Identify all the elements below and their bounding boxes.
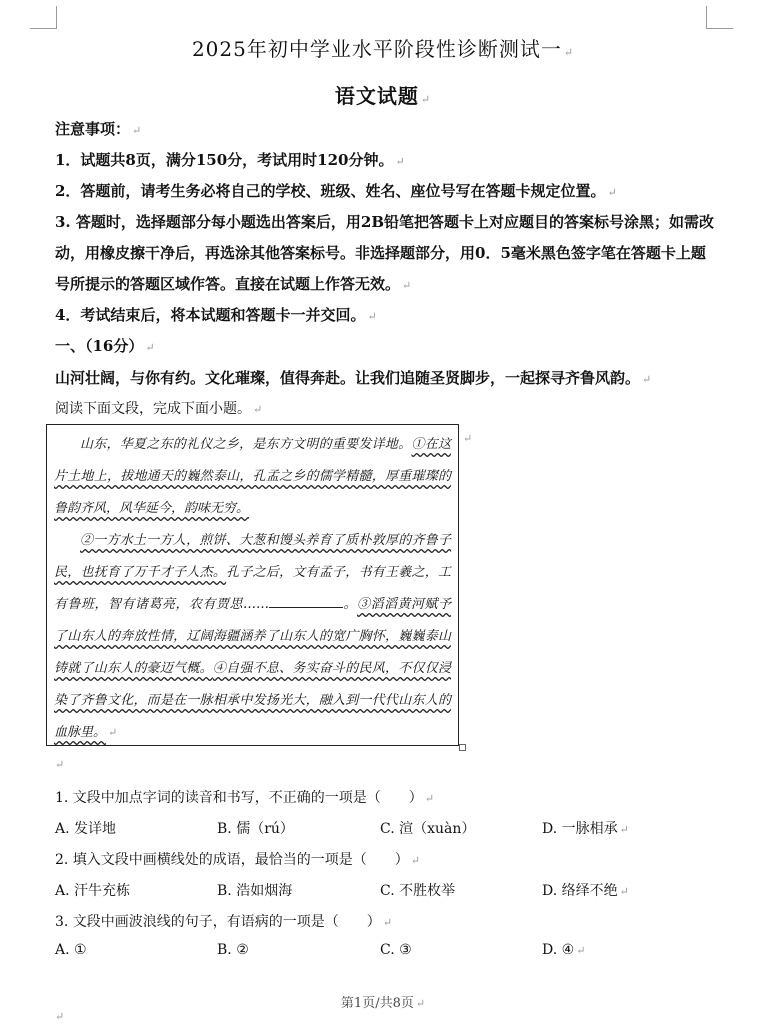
question-3-option-d[interactable]: D. ④ ↵ (542, 942, 586, 958)
question-1-option-c[interactable]: C. 渲（xuàn） (380, 821, 476, 837)
notice-item: 3. 答题时，选择题部分每小题选出答案后，用2B铅笔把答题卡上对应题目的答案标号涂黑；如需改动，用橡皮擦干净后，再选涂其他答案标号。非选择题部分，用0．5毫米黑色签字笔在答题卡上题号所提示的答题区域作答。直接在试题上作答无效。 ↵ (55, 213, 715, 293)
wavy-sentence-3: ③滔滔黄河赋予了山东人的奔放性情，辽阔海疆涵养了山东人的宽广胸怀，巍巍泰山铸就了山东人的豪迈气概。 (54, 597, 451, 676)
notice-item: 1．试题共8页，满分150分，考试用时120分钟。 ↵ (55, 151, 405, 169)
passage-box (46, 424, 459, 746)
fill-blank (269, 595, 343, 608)
question-1-stem: 1. 文段中加点字词的读音和书写，不正确的一项是（ ） ↵ (55, 790, 435, 806)
notice-heading: 注意事项： ↵ (55, 120, 142, 138)
question-2-option-c[interactable]: C. 不胜枚举 (380, 883, 456, 899)
paragraph-mark-icon: ↵ (55, 758, 65, 771)
question-2-option-d[interactable]: D. 络绎不绝 ↵ (542, 883, 629, 899)
reading-instruction: 阅读下面文段，完成下面小题。 ↵ (55, 401, 263, 417)
question-3-option-a[interactable]: A. ① (55, 942, 87, 958)
question-2-stem: 2. 填入文段中画横线处的成语，最恰当的一项是（ ） ↵ (55, 852, 421, 868)
question-2-option-a[interactable]: A. 汗牛充栋 (55, 883, 131, 899)
section-heading: 一、（16分） ↵ (55, 337, 155, 355)
question-1-option-b[interactable]: B. 儒（rú） (217, 821, 294, 837)
question-1-option-d[interactable]: D. 一脉相承 ↵ (542, 821, 629, 837)
question-3-option-b[interactable]: B. ② (217, 942, 249, 958)
question-1-option-a[interactable]: A. 发详地 (55, 821, 117, 837)
question-3-stem: 3. 文段中画波浪线的句子，有语病的一项是（ ） ↵ (55, 914, 393, 930)
wavy-sentence-4: ④自强不息、务实奋斗的民风，不仅仅浸染了齐鲁文化，而是在一脉相承中发扬光大，融入到一代代山东人的血脉里。 (54, 661, 451, 740)
passage-paragraph-2: ②一方水土一方人，煎饼、大葱和馒头养育了质朴敦厚的齐鲁子民，也抚育了万千才子人杰。孔子之后，文有孟子，书有王羲之，工有鲁班，智有诸葛亮，农有贾思…… 。③滔滔黄河赋予了山东人的奔放性情，辽阔海疆涵养了山东人的宽广胸怀，巍巍泰山铸就了山东人的豪迈气概。④自强不息、务实奋斗的民风，不仅仅浸染了齐鲁文化，而是在一脉相承中发扬光大，融入到一代代山东人的血脉里。 ↵ (54, 533, 451, 740)
wavy-sentence-1: ①在这片土地上，拔地通天的巍然泰山，孔孟之乡的儒学精髓，厚重璀璨的鲁韵齐风，风华延今，韵味无穷。 (54, 437, 451, 516)
crop-mark-top-left (30, 6, 57, 29)
crop-mark-top-right (706, 6, 733, 29)
question-3-option-c[interactable]: C. ③ (380, 942, 412, 958)
exam-title: 2025年初中学业水平阶段性诊断测试一 ↵ (191, 37, 575, 61)
page-footer: 第1页/共8页 ↵ (340, 996, 426, 1011)
paragraph-mark-icon: ↵ (463, 432, 473, 445)
paragraph-mark-icon: ↵ (55, 1010, 65, 1023)
notice-item: 4．考试结束后，将本试题和答题卡一并交回。 ↵ (55, 306, 377, 324)
wavy-sentence-2: ②一方水土一方人，煎饼、大葱和馒头养育了质朴敦厚的齐鲁子民，也抚育了万千才子人杰。 (54, 533, 451, 580)
question-2-option-b[interactable]: B. 浩如烟海 (217, 883, 293, 899)
notice-item: 2．答题前，请考生务必将自己的学校、班级、姓名、座位号写在答题卡规定位置。 ↵ (55, 182, 617, 200)
exam-subtitle: 语文试题 ↵ (334, 84, 432, 108)
passage-paragraph-1: 山东，华夏之东的礼仪之乡，是东方文明的重要发详地。①在这片土地上，拔地通天的巍然泰山，孔孟之乡的儒学精髓，厚重璀璨的鲁韵齐风，风华延今，韵味无穷。 (54, 437, 451, 516)
resize-handle[interactable] (459, 744, 466, 751)
section-intro: 山河壮阔，与你有约。文化璀璨，值得奔赴。让我们追随圣贤脚步，一起探寻齐鲁风韵。 ↵ (55, 369, 652, 387)
